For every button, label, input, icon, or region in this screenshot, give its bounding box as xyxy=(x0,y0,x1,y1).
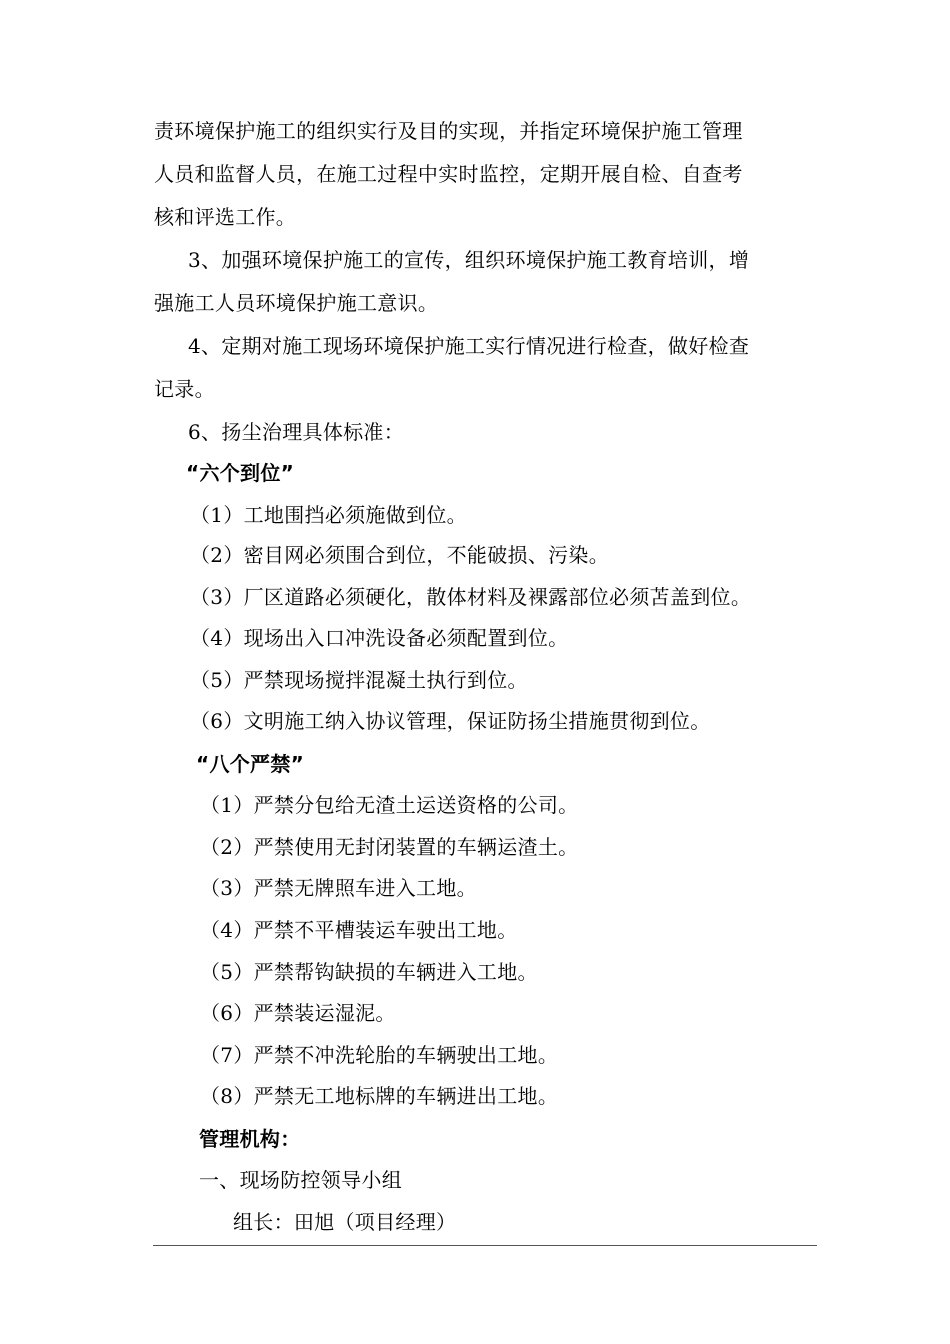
paragraph-3-line-2: 强施工人员环境保护施工意识。 xyxy=(154,291,439,315)
list-item: （3）厂区道路必须硬化，散体材料及裸露部位必须苫盖到位。 xyxy=(190,585,752,609)
management-heading: 管理机构： xyxy=(199,1127,301,1151)
six-in-place-title: “六个到位” xyxy=(186,461,295,485)
list-item: （5）严禁现场搅拌混凝土执行到位。 xyxy=(190,668,528,692)
list-item: （2）严禁使用无封闭装置的车辆运渣土。 xyxy=(200,835,579,859)
paragraph-1-line-3: 核和评选工作。 xyxy=(154,205,297,229)
list-item: （5）严禁帮钩缺损的车辆进入工地。 xyxy=(200,960,538,984)
list-item: （4）严禁不平槽装运车驶出工地。 xyxy=(200,918,518,942)
list-item: （2）密目网必须围合到位，不能破损、污染。 xyxy=(190,543,610,567)
list-item: （6）文明施工纳入协议管理，保证防扬尘措施贯彻到位。 xyxy=(190,709,711,733)
paragraph-4-line-1: 4、定期对施工现场环境保护施工实行情况进行检查，做好检查 xyxy=(188,334,750,358)
list-item: （8）严禁无工地标牌的车辆进出工地。 xyxy=(200,1084,559,1108)
section-6-heading: 6、扬尘治理具体标准： xyxy=(188,420,405,444)
paragraph-4-line-2: 记录。 xyxy=(154,377,215,401)
paragraph-3-line-1: 3、加强环境保护施工的宣传，组织环境保护施工教育培训，增 xyxy=(188,248,750,272)
paragraph-1-line-2: 人员和监督人员，在施工过程中实时监控，定期开展自检、自查考 xyxy=(154,162,743,186)
leadership-group-title: 一、现场防控领导小组 xyxy=(199,1168,402,1192)
list-item: （4）现场出入口冲洗设备必须配置到位。 xyxy=(190,626,569,650)
list-item: （1）严禁分包给无渣土运送资格的公司。 xyxy=(200,793,579,817)
group-leader: 组长：田旭（项目经理） xyxy=(233,1210,457,1234)
list-item: （1）工地围挡必须施做到位。 xyxy=(190,503,467,527)
list-item: （7）严禁不冲洗轮胎的车辆驶出工地。 xyxy=(200,1043,559,1067)
footer-divider xyxy=(153,1245,817,1246)
eight-prohibitions-title: “八个严禁” xyxy=(196,752,305,776)
paragraph-1-line-1: 责环境保护施工的组织实行及目的实现，并指定环境保护施工管理 xyxy=(154,119,743,143)
list-item: （6）严禁装运湿泥。 xyxy=(200,1001,396,1025)
list-item: （3）严禁无牌照车进入工地。 xyxy=(200,876,477,900)
